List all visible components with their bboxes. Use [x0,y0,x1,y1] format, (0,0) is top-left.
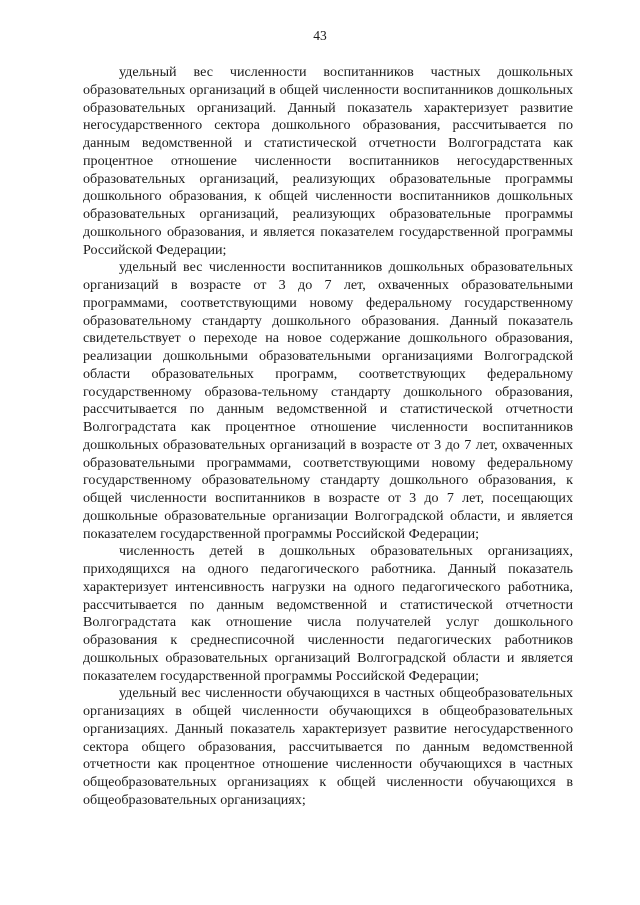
page-number: 43 [313,28,327,43]
paragraph-children-per-teacher: численность детей в дошкольных образовательных организациях, приходящихся на одного педагогического работника. Данный показатель характеризует интенсивность нагрузки на одного педагогического работника, рассчитывается по данным ведомственной и статистической отчетности Волгоградстата как отношение числа получателей услуг дошкольного образования к среднесписочной численности педагогических работников дошкольных образовательных организаций Волгоградской области и является показателем государственной программы Российской Федерации; [83,543,573,684]
paragraph-private-preschool-share: удельный вес численности воспитанников частных дошкольных образовательных организаций в общей численности воспитанников дошкольных образовательных организаций. Данный показатель характеризует развитие негосударственного сектора дошкольного образования, рассчитывается по данным ведомственной и статистической отчетности Волгоградстата как процентное отношение численности воспитанников негосударственных образовательных организаций, реализующих образовательные программы дошкольного образования, к общей численности воспитанников дошкольных образовательных организаций, реализующих образовательные программы дошкольного образования, и является показателем государственной программы Российской Федерации; [83,64,573,258]
paragraph-fgos-preschool-share: удельный вес численности воспитанников дошкольных образовательных организаций в возрасте от 3 до 7 лет, охваченных образовательными программами, соответствующими новому федеральному государственному образовательному стандарту дошкольного образования. Данный показатель свидетельствует о переходе на новое содержание дошкольного образования, реализации дошкольными образовательными организациями Волгоградской области образовательных программ, соответствующих федеральному государственному образова-тельному стандарту дошкольного образования, рассчитывается по данным ведомственной и статистической отчетности Волгоградстата как процентное отношение численности воспитанников дошкольных образовательных организаций в возрасте от 3 до 7 лет, охваченных образовательными программами, соответствующими новому федеральному государственному образовательному стандарту дошкольного образования, к общей численности воспитанников в возрасте от 3 до 7 лет, посещающих дошкольные образовательные организации Волгоградской области, и является показателем государственной программы Российской Федерации; [83,259,573,542]
paragraph-private-general-education-share: удельный вес численности обучающихся в частных общеобразовательных организациях в общей численности обучающихся в общеобразовательных организациях. Данный показатель характеризует развитие негосударственного сектора общего образования, рассчитывается по данным ведомственной отчетности как процентное отношение численности обучающихся в частных общеобразовательных организациях к общей численности обучающихся в общеобразовательных организациях; [83,685,573,808]
document-body [83,64,573,810]
